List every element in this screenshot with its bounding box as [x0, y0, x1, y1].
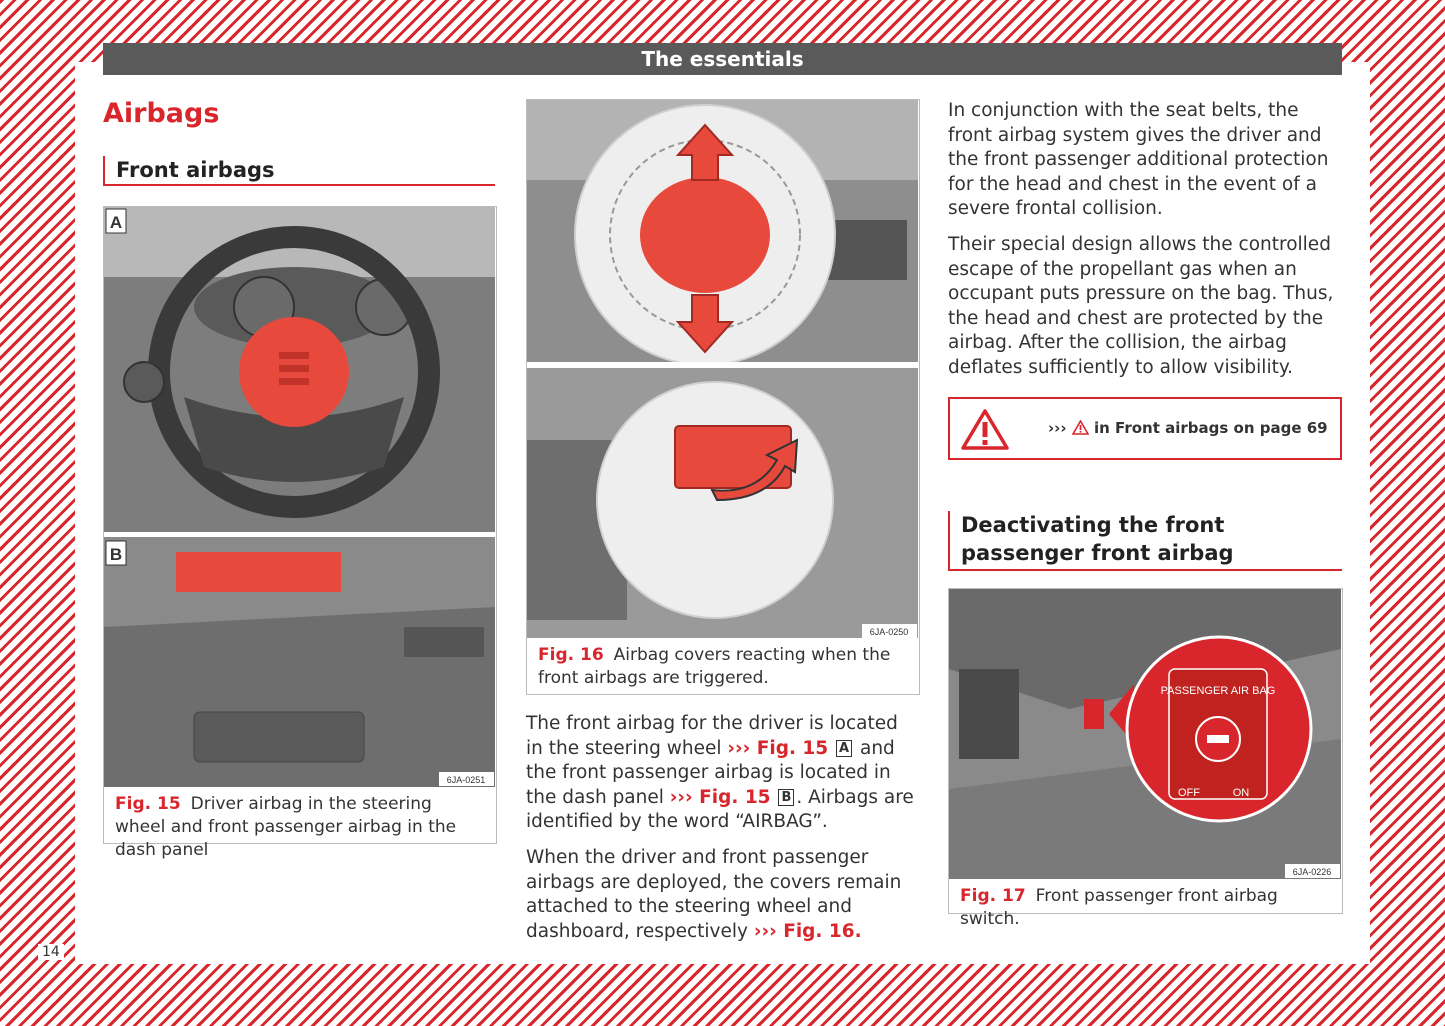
page-number: 14 [38, 944, 64, 960]
switch-off-label: OFF [1178, 787, 1200, 799]
switch-title: PASSENGER AIR BAG [1160, 685, 1276, 697]
switch-on-label: ON [1232, 787, 1250, 799]
fig15-ref-link[interactable] [670, 787, 771, 808]
fig15-caption-label: Fig. 15 [115, 794, 181, 814]
section-subtitle: Front airbags [103, 156, 495, 186]
fig16-ref-link[interactable] [754, 921, 855, 942]
figure-16 [526, 99, 920, 695]
key-a: A [836, 740, 852, 757]
warning-box [948, 397, 1342, 460]
section-title: Airbags [103, 98, 220, 129]
column-3-paragraph-2: Their special design allows the controlled escape of the propellant gas when an occupant puts pressure on the bag. Thus, the head and chest are protected by the airbag. After the collision, the airbag deflates sufficiently to allow visibility. [948, 233, 1334, 378]
fig16-caption-label: Fig. 16 [538, 645, 604, 665]
text-run: When the driver and front passenger airbags are deployed, the covers remain attached to the steering wheel and dashboard, respectively [526, 846, 902, 942]
fig16-caption-text: Airbag covers reacting when the front airbags are triggered. [538, 645, 891, 688]
fig15-caption [104, 787, 496, 868]
fig16-caption [527, 638, 919, 696]
text-run: and the front passenger airbag is located in the dash panel [526, 737, 895, 808]
fig17-code: 6JA-0226 [1292, 867, 1332, 877]
text-run: . [854, 920, 862, 942]
column-2-paragraph-2 [526, 846, 918, 944]
fig17-caption-label: Fig. 17 [960, 886, 1026, 906]
fig16-code: 6JA-0250 [869, 627, 909, 637]
fig15-code: 6JA-0251 [446, 775, 486, 785]
fig17-caption-text: Front passenger front airbag switch. [960, 886, 1278, 929]
text-run: . Airbags are identified by the word “AIRBAG”. [526, 786, 914, 833]
fig15-caption-text: Driver airbag in the steering wheel and front passenger airbag in the dash panel [115, 794, 457, 860]
ref-arrows: ››› [753, 920, 777, 942]
ref-text: Fig. 15 [699, 786, 771, 808]
ref-text: Fig. 16 [783, 920, 855, 942]
fig16-illustration [527, 100, 918, 638]
fig15-label-b: B [109, 545, 123, 564]
warning-text: in Front airbags on page 69 [1094, 419, 1328, 437]
warning-triangle-icon [960, 408, 1010, 450]
ref-arrows: ››› [1048, 419, 1067, 437]
section-2-title: Deactivating the front passenger front airbag [948, 511, 1342, 571]
column-2-paragraph-1 [526, 712, 918, 835]
ref-arrows: ››› [669, 786, 693, 808]
ref-text: Fig. 15 [756, 737, 829, 759]
warning-link[interactable] [1048, 419, 1328, 437]
column-3-text [948, 99, 1342, 392]
text-run: The front airbag for the driver is located in the steering wheel [526, 713, 898, 759]
figure-17 [948, 588, 1343, 929]
fig15-label-a: A [109, 213, 123, 232]
fig15-illustration [104, 207, 495, 787]
small-warning-icon [1072, 420, 1089, 435]
column-2-text [526, 712, 918, 955]
fig15-ref-link[interactable] [727, 738, 828, 759]
key-b: B [778, 789, 794, 806]
figure-15 [103, 206, 497, 860]
page-header: The essentials [103, 43, 1342, 75]
fig17-illustration [949, 589, 1341, 879]
column-3-paragraph-1: In conjunction with the seat belts, the front airbag system gives the driver and the front passenger additional protection for the head and chest in the event of a severe frontal collision. [948, 100, 1329, 220]
fig17-caption [949, 879, 1342, 937]
ref-arrows: ››› [727, 737, 751, 759]
